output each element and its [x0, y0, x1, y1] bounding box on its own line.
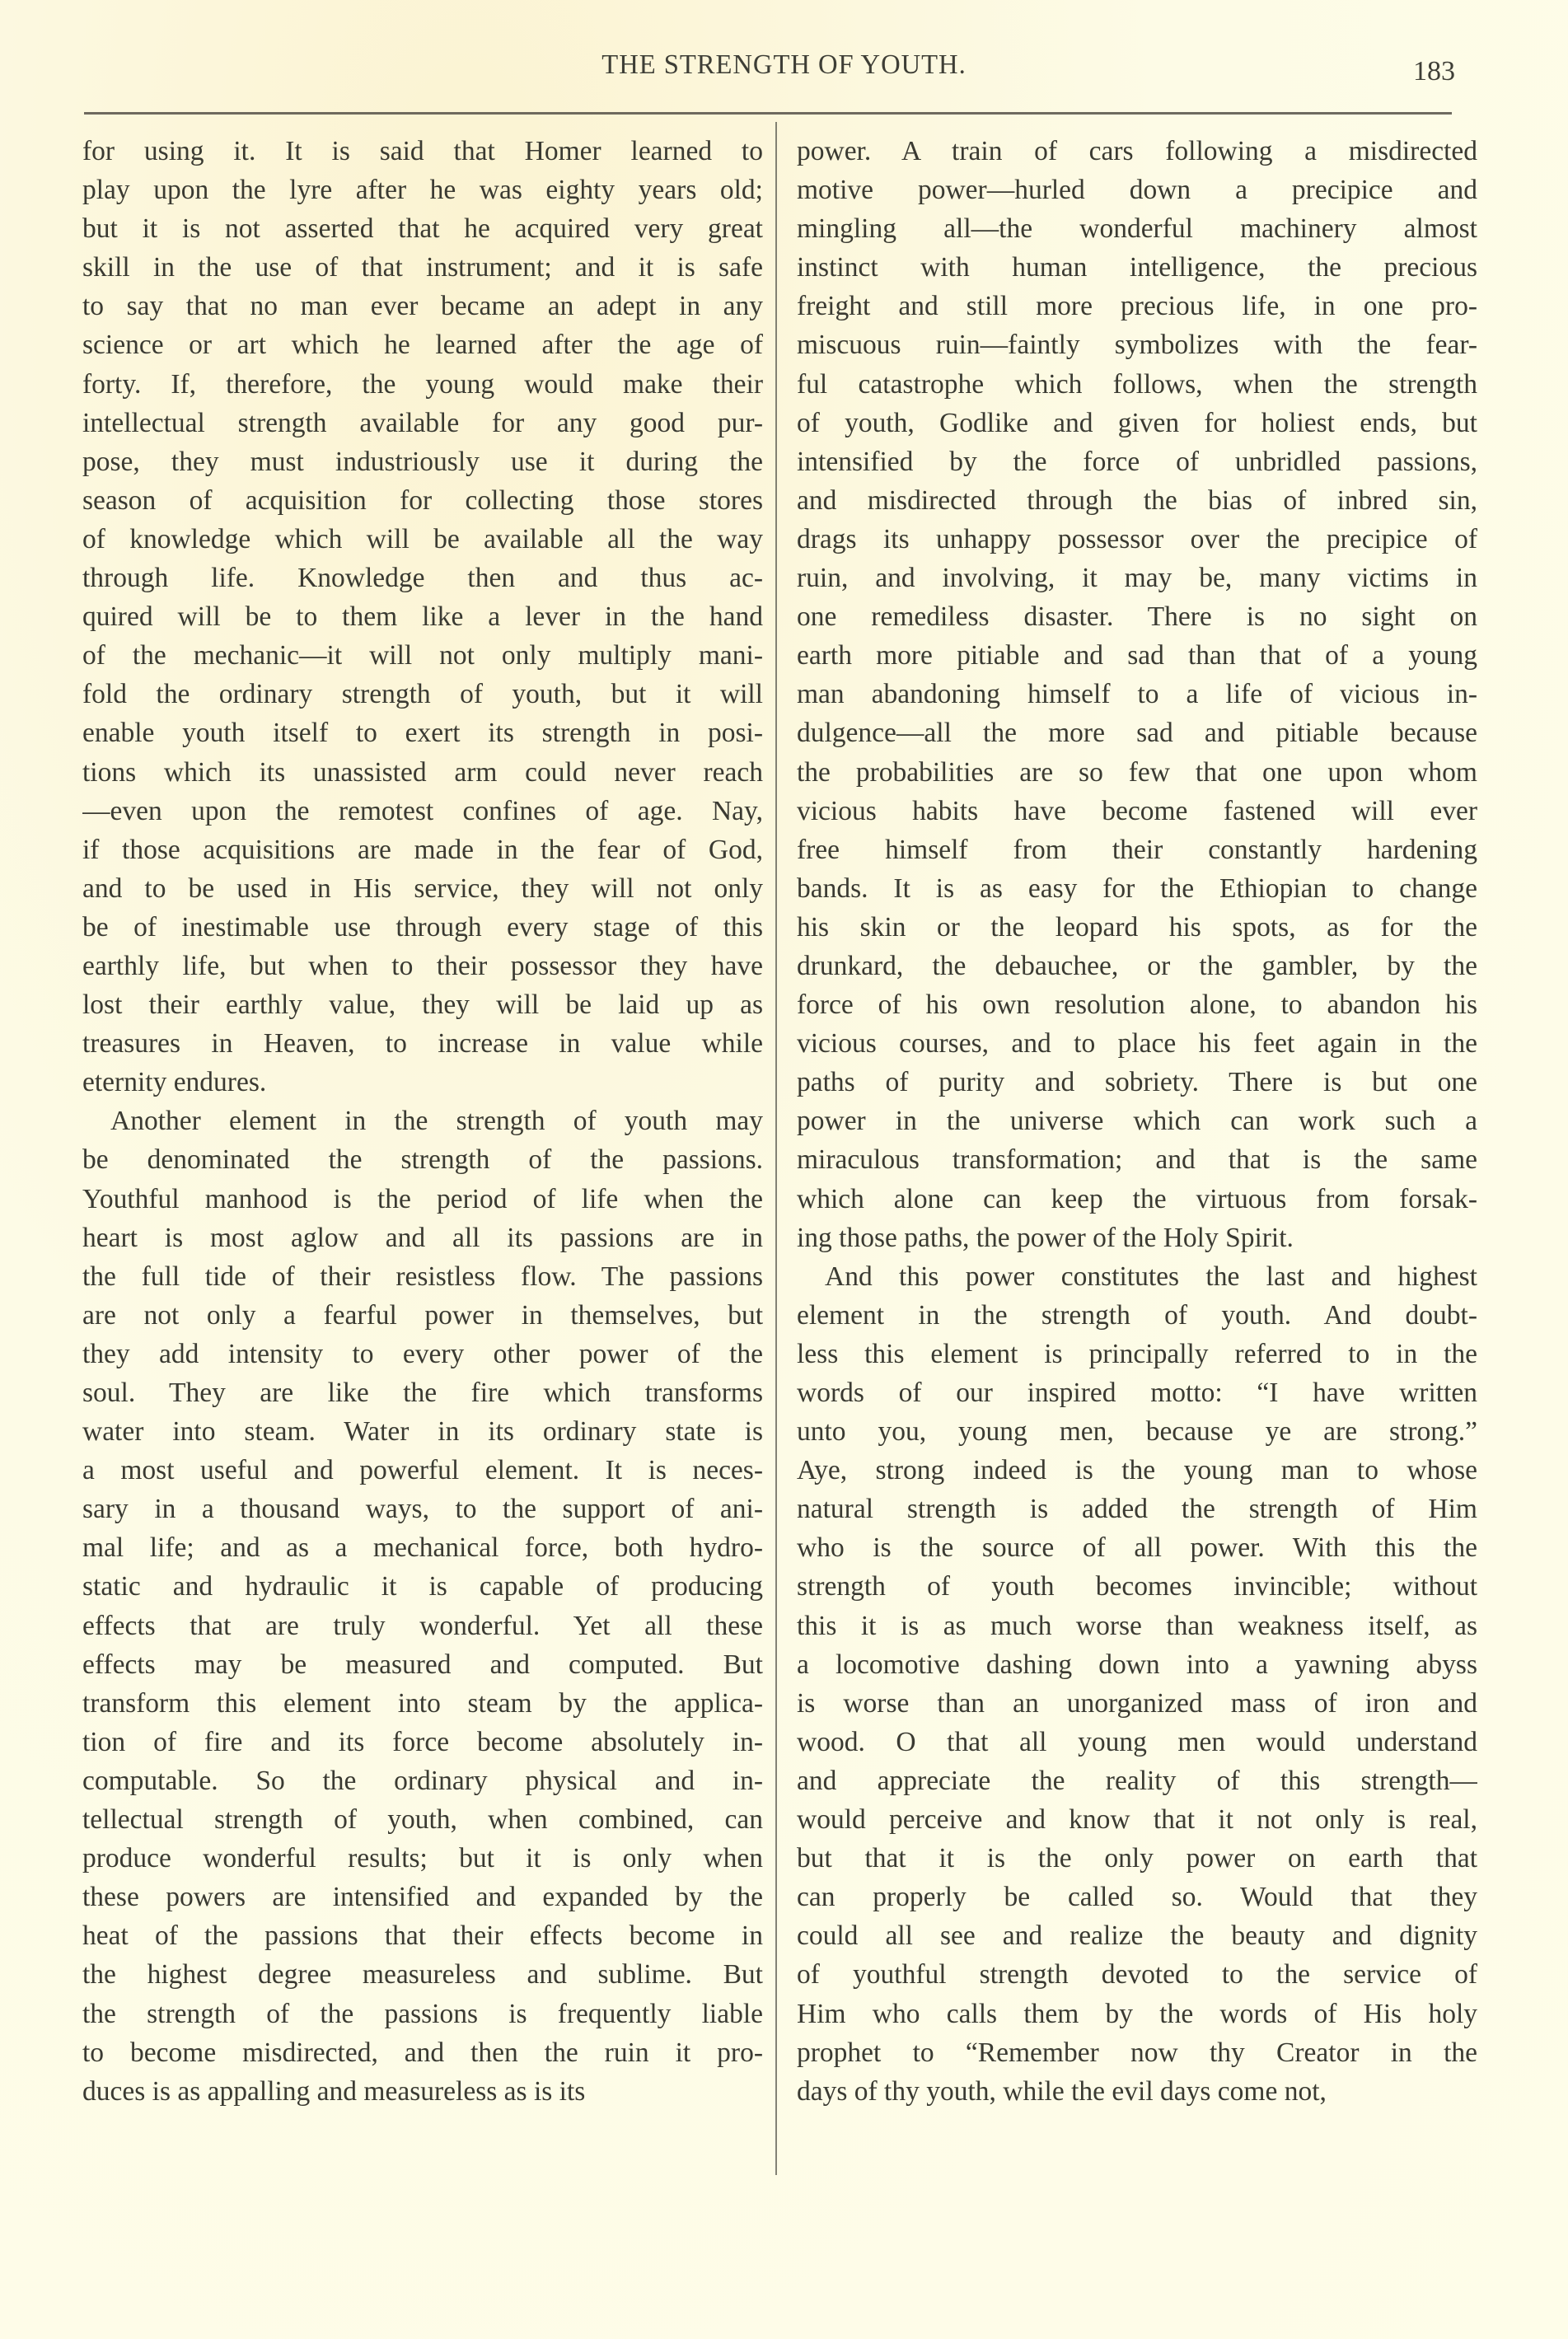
- text-line: a most useful and powerful element. It is neces-: [82, 1455, 763, 1486]
- text-line: bands. It is as easy for the Ethiopian to change: [797, 872, 1477, 904]
- text-line: freight and still more precious life, in one pro-: [797, 291, 1477, 322]
- text-line: soul. They are like the fire which transforms: [82, 1378, 763, 1408]
- text-line: drags its unhappy possessor over the precipice of: [797, 523, 1477, 554]
- text-line: through life. Knowledge then and thus ac-: [82, 563, 763, 594]
- text-line: be of inestimable use through every stage of this: [82, 911, 763, 943]
- text-line: be denominated the strength of the passions.: [82, 1144, 763, 1176]
- text-line: effects that are truly wonderful. Yet all these: [82, 1610, 763, 1641]
- text-line: words of our inspired motto: “I have written: [797, 1378, 1477, 1408]
- right-column: [797, 132, 1477, 2111]
- text-line: drunkard, the debauchee, or the gambler, by the: [797, 950, 1477, 981]
- text-line: man abandoning himself to a life of vicious in-: [797, 679, 1477, 710]
- text-line: the strength of the passions is frequently liable: [82, 1998, 763, 2029]
- text-line: sary in a thousand ways, to the support of ani-: [82, 1494, 763, 1525]
- text-line: effects may be measured and computed. But: [82, 1649, 763, 1680]
- text-line: season of acquisition for collecting those stores: [82, 484, 763, 516]
- text-line: one remediless disaster. There is no sight on: [797, 601, 1477, 633]
- text-line: heart is most aglow and all its passions are in: [82, 1222, 763, 1253]
- text-line: can properly be called so. Would that they: [797, 1882, 1477, 1913]
- text-line: these powers are intensified and expanded by the: [82, 1882, 763, 1913]
- text-line: enable youth itself to exert its strength in posi-: [82, 718, 763, 749]
- running-head: [0, 43, 1568, 92]
- text-line: earthly life, but when to their possessor they have: [82, 950, 763, 981]
- text-line: vicious courses, and to place his feet again in the: [797, 1028, 1477, 1060]
- text-line: miscuous ruin—faintly symbolizes with the fear-: [797, 330, 1477, 361]
- left-column: [82, 132, 763, 2111]
- text-line: a locomotive dashing down into a yawning abyss: [797, 1649, 1477, 1680]
- text-line: wood. O that all young men would understand: [797, 1726, 1477, 1757]
- text-line: could all see and realize the beauty and dignity: [797, 1920, 1477, 1952]
- text-line: strength of youth becomes invincible; without: [797, 1571, 1477, 1602]
- text-line: Aye, strong indeed is the young man to whose: [797, 1455, 1477, 1486]
- text-line: —even upon the remotest confines of age. Nay,: [82, 795, 763, 826]
- text-line: produce wonderful results; but it is only when: [82, 1843, 763, 1874]
- text-line: earth more pitiable and sad than that of a young: [797, 640, 1477, 671]
- text-line: mingling all—the wonderful machinery almost: [797, 213, 1477, 245]
- text-line: play upon the lyre after he was eighty years old;: [82, 175, 763, 206]
- text-line: but that it is the only power on earth that: [797, 1843, 1477, 1874]
- text-line: tions which its unassisted arm could never reach: [82, 756, 763, 788]
- text-line: the probabilities are so few that one upon whom: [797, 756, 1477, 788]
- page-number: 183: [1413, 56, 1455, 87]
- text-line: vicious habits have become fastened will ever: [797, 795, 1477, 826]
- text-line: natural strength is added the strength of Him: [797, 1494, 1477, 1525]
- text-line: of knowledge which will be available all the way: [82, 523, 763, 554]
- text-line: to say that no man ever became an adept in any: [82, 291, 763, 322]
- text-line: force of his own resolution alone, to abandon his: [797, 989, 1477, 1021]
- text-line: this it is as much worse than weakness itself, as: [797, 1610, 1477, 1641]
- text-line: is worse than an unorganized mass of iron and: [797, 1687, 1477, 1719]
- text-line: power in the universe which can work such a: [797, 1106, 1477, 1137]
- text-line: motive power—hurled down a precipice and: [797, 175, 1477, 206]
- text-line: would perceive and know that it not only is real,: [797, 1804, 1477, 1836]
- text-line: water into steam. Water in its ordinary state is: [82, 1416, 763, 1448]
- text-line: element in the strength of youth. And doubt-: [797, 1299, 1477, 1331]
- text-line: computable. So the ordinary physical and in-: [82, 1765, 763, 1796]
- text-line: pose, they must industriously use it during the: [82, 446, 763, 477]
- text-line: skill in the use of that instrument; and it is safe: [82, 252, 763, 283]
- text-line: treasures in Heaven, to increase in value while: [82, 1028, 763, 1060]
- text-line: but it is not asserted that he acquired very great: [82, 213, 763, 245]
- text-line: prophet to “Remember now thy Creator in the: [797, 2037, 1477, 2068]
- text-line: and to be used in His service, they will not only: [82, 872, 763, 904]
- running-title: THE STRENGTH OF YOUTH.: [601, 49, 967, 80]
- text-line: to become misdirected, and then the ruin it pro-: [82, 2037, 763, 2068]
- text-line: who is the source of all power. With this the: [797, 1532, 1477, 1564]
- text-line: static and hydraulic it is capable of producing: [82, 1571, 763, 1602]
- text-line: power. A train of cars following a misdirected: [797, 136, 1477, 166]
- text-line: of youthful strength devoted to the service of: [797, 1959, 1477, 1990]
- text-line: intellectual strength available for any good pur-: [82, 407, 763, 438]
- text-line: tion of fire and its force become absolutely in-: [82, 1726, 763, 1757]
- text-line: miraculous transformation; and that is the same: [797, 1144, 1477, 1176]
- text-line: dulgence—all the more sad and pitiable because: [797, 718, 1477, 749]
- text-line: ruin, and involving, it may be, many victims in: [797, 563, 1477, 594]
- text-line: unto you, young men, because ye are strong.”: [797, 1416, 1477, 1448]
- text-line: tellectual strength of youth, when combined, can: [82, 1804, 763, 1836]
- text-line: if those acquisitions are made in the fear of God,: [82, 834, 763, 865]
- text-line: which alone can keep the virtuous from forsak-: [797, 1183, 1477, 1214]
- text-line: the full tide of their resistless flow. The passions: [82, 1261, 763, 1292]
- text-line: forty. If, therefore, the young would make their: [82, 368, 763, 400]
- text-line: Another element in the strength of youth may: [110, 1106, 763, 1137]
- text-line: duces is as appalling and measureless as is its: [82, 2075, 586, 2107]
- text-line: intensified by the force of unbridled passions,: [797, 446, 1477, 477]
- text-line: Youthful manhood is the period of life when the: [82, 1183, 763, 1214]
- text-line: less this element is principally referred to in the: [797, 1338, 1477, 1369]
- text-line: paths of purity and sobriety. There is but one: [797, 1067, 1477, 1098]
- text-line: instinct with human intelligence, the precious: [797, 252, 1477, 283]
- text-line: his skin or the leopard his spots, as for the: [797, 911, 1477, 943]
- text-line: free himself from their constantly hardening: [797, 834, 1477, 865]
- text-line: quired will be to them like a lever in the hand: [82, 601, 763, 633]
- column-divider: [775, 122, 777, 2175]
- text-line: for using it. It is said that Homer learned to: [82, 136, 763, 166]
- text-line: days of thy youth, while the evil days come not,: [797, 2075, 1327, 2107]
- text-line: And this power constitutes the last and highest: [825, 1261, 1477, 1292]
- text-line: fold the ordinary strength of youth, but it will: [82, 679, 763, 710]
- text-line: lost their earthly value, they will be laid up as: [82, 989, 763, 1021]
- text-line: ing those paths, the power of the Holy Spirit.: [797, 1222, 1294, 1253]
- text-line: the highest degree measureless and sublime. But: [82, 1959, 763, 1990]
- text-line: science or art which he learned after the age of: [82, 330, 763, 361]
- text-line: of the mechanic—it will not only multiply mani-: [82, 640, 763, 671]
- text-line: and misdirected through the bias of inbred sin,: [797, 484, 1477, 516]
- text-line: mal life; and as a mechanical force, both hydro-: [82, 1532, 763, 1564]
- text-line: Him who calls them by the words of His holy: [797, 1998, 1477, 2029]
- text-line: are not only a fearful power in themselves, but: [82, 1299, 763, 1331]
- text-line: heat of the passions that their effects become in: [82, 1920, 763, 1952]
- text-line: transform this element into steam by the applica-: [82, 1687, 763, 1719]
- header-rule: [84, 112, 1452, 115]
- text-line: they add intensity to every other power of the: [82, 1338, 763, 1369]
- text-line: of youth, Godlike and given for holiest ends, but: [797, 407, 1477, 438]
- text-line: ful catastrophe which follows, when the strength: [797, 368, 1477, 400]
- text-line: and appreciate the reality of this strength—: [797, 1765, 1477, 1796]
- text-line: eternity endures.: [82, 1067, 267, 1098]
